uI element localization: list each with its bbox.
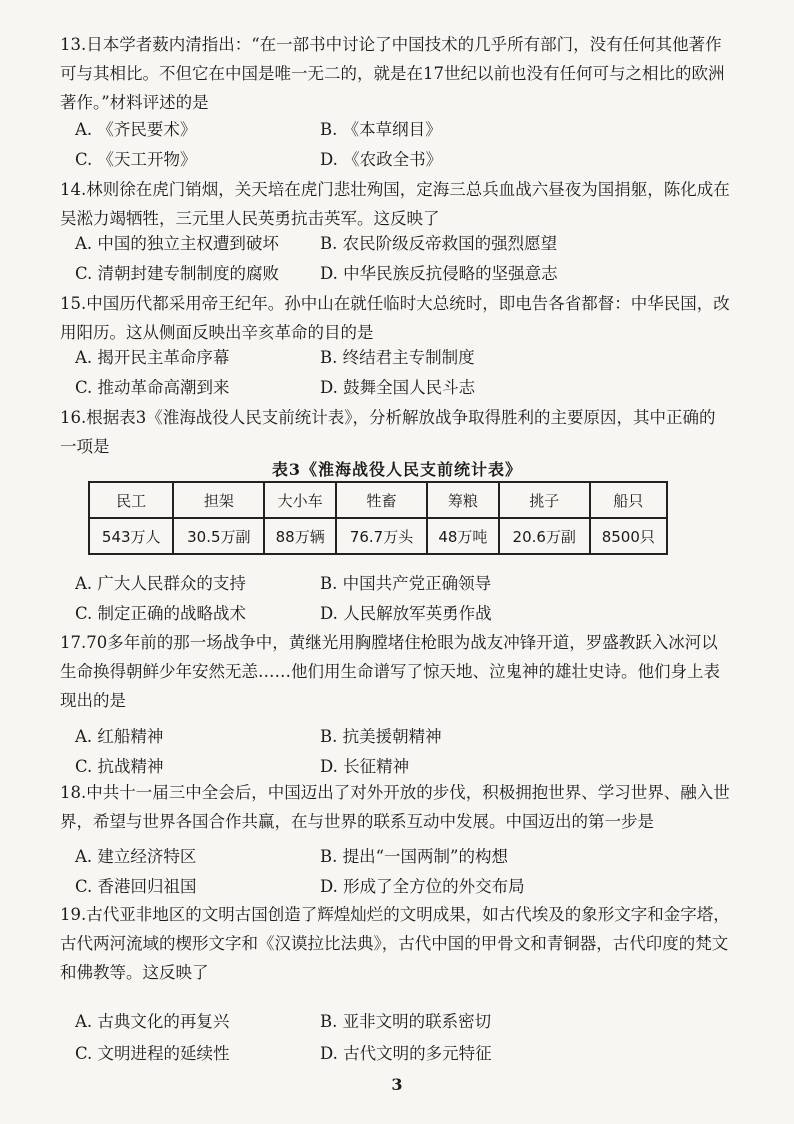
option-c: C. 清朝封建专制制度的腐败	[75, 264, 280, 283]
question-stem: 18.中共十一届三中全会后，中国迈出了对外开放的步伐，积极拥抱世界、学习世界、融入世界，希望与世界各国合作共赢，在与世界的联系互动中发展。中国迈出的第一步是	[60, 783, 730, 831]
option-c: C. 香港回归祖国	[75, 877, 197, 896]
option-b: B. 亚非文明的联系密切	[320, 1012, 492, 1031]
option-a: A. 建立经济特区	[75, 847, 197, 866]
question-15	[60, 289, 730, 347]
option-c: C. 推动革命高潮到来	[75, 378, 230, 397]
question-14-options	[75, 229, 715, 289]
option-d: D. 古代文明的多元特征	[320, 1044, 492, 1063]
table-cell: 88万辆	[264, 518, 336, 554]
option-b: B. 抗美援朝精神	[320, 727, 442, 746]
table-header-cell: 牲畜	[336, 482, 427, 518]
option-d: D. 中华民族反抗侵略的坚强意志	[320, 264, 558, 283]
option-b: B. 中国共产党正确领导	[320, 574, 492, 593]
option-d: D. 《农政全书》	[320, 150, 443, 169]
question-stem: 16.根据表3《淮海战役人民支前统计表》，分析解放战争取得胜利的主要原因，其中正确的一项是	[60, 408, 716, 456]
option-d: D. 长征精神	[320, 757, 410, 776]
question-19	[60, 900, 730, 987]
table-cell: 76.7万头	[336, 518, 427, 554]
question-stem: 14.林则徐在虎门销烟，关天培在虎门悲壮殉国，定海三总兵血战六昼夜为国捐躯，陈化成在吴淞力竭牺牲，三元里人民英勇抗击英军。这反映了	[60, 180, 730, 228]
table-header-cell: 民工	[89, 482, 173, 518]
question-13-options	[75, 115, 715, 175]
option-a: A. 红船精神	[75, 727, 164, 746]
table-cell: 48万吨	[427, 518, 499, 554]
option-d: D. 鼓舞全国人民斗志	[320, 378, 476, 397]
option-c: C. 文明进程的延续性	[75, 1044, 230, 1063]
option-a: A. 《齐民要术》	[75, 120, 197, 139]
option-d: D. 形成了全方位的外交布局	[320, 877, 525, 896]
table-cell: 8500只	[590, 518, 667, 554]
question-18-options	[75, 842, 715, 902]
option-c: C. 《天工开物》	[75, 150, 197, 169]
question-stem: 13.日本学者薮内清指出：“在一部书中讨论了中国技术的几乎所有部门，没有任何其他著作可与其相比。不但它在中国是唯一无二的，就是在17世纪以前也没有任何可与之相比的欧洲著作。”材料评述的是	[60, 35, 725, 112]
option-a: A. 揭开民主革命序幕	[75, 348, 230, 367]
support-statistics-table	[88, 481, 668, 555]
option-a: A. 中国的独立主权遭到破坏	[75, 234, 279, 253]
question-16	[60, 403, 730, 461]
table-header-cell: 担架	[173, 482, 264, 518]
question-stem: 15.中国历代都采用帝王纪年。孙中山在就任临时大总统时，即电告各省都督：中华民国，改用阳历。这从侧面反映出辛亥革命的目的是	[60, 294, 730, 342]
table-cell: 543万人	[89, 518, 173, 554]
table-title: 表3《淮海战役人民支前统计表》	[271, 460, 523, 479]
option-b: B. 终结君主专制制度	[320, 348, 475, 367]
question-16-options	[75, 569, 715, 629]
question-17	[60, 628, 730, 715]
table-header-cell: 挑子	[499, 482, 590, 518]
option-b: B. 农民阶级反帝救国的强烈愿望	[320, 234, 558, 253]
question-stem: 19.古代亚非地区的文明古国创造了辉煌灿烂的文明成果，如古代埃及的象形文字和金字塔，古代两河流域的楔形文字和《汉谟拉比法典》，古代中国的甲骨文和青铜器，古代印度的梵文和佛教等。这反映了	[60, 905, 730, 982]
question-19-options	[75, 1007, 715, 1071]
table-row	[89, 518, 667, 554]
option-b: B. 提出“一国两制”的构想	[320, 847, 508, 866]
table-cell: 20.6万副	[499, 518, 590, 554]
option-c: C. 抗战精神	[75, 757, 164, 776]
option-c: C. 制定正确的战略战术	[75, 604, 247, 623]
question-18	[60, 778, 730, 836]
question-14	[60, 175, 730, 233]
option-a: A. 广大人民群众的支持	[75, 574, 246, 593]
table-header-cell: 大小车	[264, 482, 336, 518]
option-a: A. 古典文化的再复兴	[75, 1012, 230, 1031]
option-d: D. 人民解放军英勇作战	[320, 604, 492, 623]
option-b: B. 《本草纲目》	[320, 120, 442, 139]
table-header-cell: 船只	[590, 482, 667, 518]
page-number: 3	[391, 1075, 403, 1094]
question-13	[60, 30, 730, 117]
question-stem: 17.70多年前的那一场战争中，黄继光用胸膛堵住枪眼为战友冲锋开道，罗盛教跃入冰河以生命换得朝鲜少年安然无恙……他们用生命谱写了惊天地、泣鬼神的雄壮史诗。他们身上表现出的是	[60, 633, 720, 710]
table-header-cell: 筹粮	[427, 482, 499, 518]
table-cell: 30.5万副	[173, 518, 264, 554]
question-17-options	[75, 722, 715, 782]
question-15-options	[75, 343, 715, 403]
table-header-row	[89, 482, 667, 518]
